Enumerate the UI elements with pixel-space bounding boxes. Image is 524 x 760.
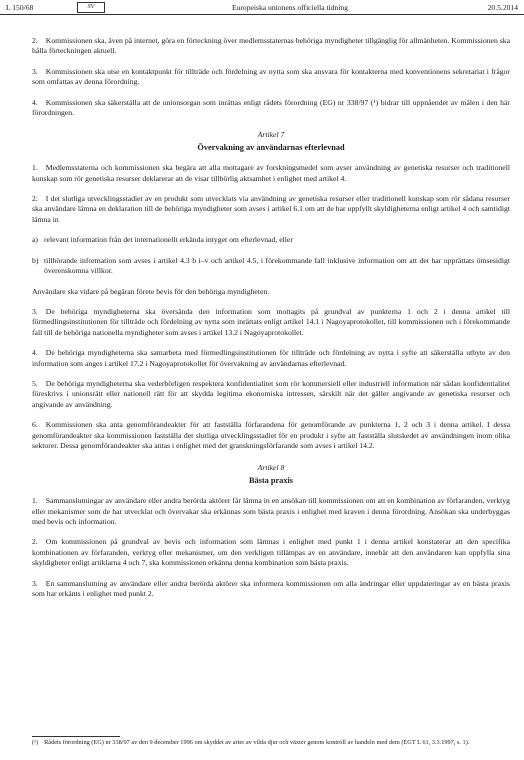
paragraph-number: 2. <box>32 36 38 45</box>
paragraph-text: Kommissionen ska, även på internet, göra en förteckning över medlemsstaternas behöriga myndigheter tillgänglig för allmänheten. Kommissionen ska hålla förteckningen aktuell. <box>32 36 510 56</box>
document-body <box>32 36 510 607</box>
publication-date: 20.5.2014 <box>487 3 518 12</box>
footnote-rule <box>32 736 120 737</box>
paragraph-number: 2. <box>32 194 38 204</box>
list-item-text: relevant information från det internationellt erkända intyget om efterlevnad, eller <box>44 235 293 245</box>
paragraph <box>32 36 510 57</box>
article-7-title: Artikel 7 <box>257 130 285 140</box>
paragraph-text: De behöriga myndigheterna ska samarbeta med förmedlingsinstitutionen för tillträde och fördelning av nytta i syfte att säkerställa utbyte av den information som anges i artikel 17.2 i Nagoyaprotokollet för övervakning av användarnas efterlevnad. <box>32 348 510 368</box>
paragraph-text: Kommissionen ska utse en kontaktpunkt för tillträde och fördelning av nytta som ska ansvara för kontakterna med konventionens sekretariat i frågor som omfattas av denna förordning. <box>32 66 510 87</box>
paragraph <box>32 194 510 225</box>
paragraph-number: 5. <box>32 378 38 388</box>
paragraph-text: Kommissionen ska säkerställa att de unionsorgan som inrättas enligt rådets förordning (EG) nr 338/97 (¹) bidrar till uppnåendet av målen i den här förordningen. <box>32 97 510 118</box>
paragraph-text: I det slutliga utvecklingsstadiet av en produkt som utvecklats via användning av genetiska resurser eller traditionell kunskap som rör sådana resurser ska användare lämna en deklaration till de behöriga myndigheter som avses i artikel 6.1 om att de har uppfyllt skyldigheterna enligt artikel 4 och samtidigt lämna in <box>32 194 510 224</box>
paragraph-number: 1. <box>32 163 38 173</box>
paragraph: Användare ska vidare på begäran förete bevis för den behöriga myndigheten. <box>32 286 270 296</box>
list-item <box>32 235 510 245</box>
page-header <box>0 0 524 14</box>
page-reference: L 150/68 <box>6 3 34 12</box>
paragraph-number: 3. <box>32 66 38 76</box>
paragraph-number: 3. <box>32 306 38 316</box>
footnote <box>32 739 510 747</box>
list-item-label: b) <box>32 255 39 265</box>
article-7-heading: Övervakning av användarnas efterlevnad <box>197 142 345 152</box>
paragraph-text: Om kommissionen på grundval av bevis och information som lämnas i enlighet med punkt 1 i denna artikel konstaterar att den specifika kombinationen av förfaranden, verktyg eller mekanismer, om den verkligen tillämpas av en användare, innebär att den användaren kan uppfylla sina skyldigheter enligt artiklarna 4 och 7, ska kommissionen erkänna denna kombination som bästa praxis. <box>32 537 510 568</box>
paragraph <box>32 420 510 451</box>
paragraph-number: 2. <box>32 537 38 547</box>
paragraph <box>32 579 510 600</box>
paragraph <box>32 163 510 184</box>
journal-title: Europeiska unionens officiella tidning <box>231 3 349 12</box>
paragraph-text: De behöriga myndigheterna ska vederbörligen respektera konfidentialitet som rör kommersiell eller industriell information när sådan konfidentialitet föreskrivs i unionsrätt eller nationell rätt för att skydda legitima ekonomiska intressen, särskilt när det gäller angivande av genetiska resurser och angivande av användning. <box>32 378 510 409</box>
paragraph <box>32 67 510 88</box>
paragraph-text: Medlemsstaterna och kommissionen ska begära att alla mottagare av forskningsmedel som avser användning av genetiska resurser och traditionell kunskap som rör genetiska resurser deklarerar att de visar tillbörlig aktsamhet i enlighet med artikel 4. <box>32 163 510 183</box>
paragraph-number: 1. <box>32 496 38 506</box>
article-8-heading: Bästa praxis <box>248 475 294 485</box>
paragraph-number: 4. <box>32 348 38 358</box>
paragraph <box>32 348 510 369</box>
paragraph-text: Kommissionen ska anta genomförandeakter för att fastställa förfarandena för genomförande av punkterna 1, 2 och 3 i denna artikel. I dessa genomförandeakter ska kommissionen fastställa det slutliga utvecklingsstadiet för en produkt i syfte att fastställa slutskedet av användningen inom olika sektorer. Dessa genomförandeakter ska antas i enlighet med det granskningsförfarande som avses i artikel 14.2. <box>32 420 510 450</box>
list-item-label: a) <box>32 235 38 245</box>
paragraph <box>32 537 510 568</box>
footnote-text: Rådets förordning (EG) nr 338/97 av den 9 december 1996 om skyddet av arter av vilda djur och växter genom kontroll av handeln med dem (EGT L 61, 3.3.1997, s. 1). <box>44 739 470 746</box>
footnote-label: (¹) <box>32 739 39 746</box>
list-item-text: tillhörande information som avses i artikel 4.3 b i–v och artikel 4.5, i förekommande fall inklusive information om att det har upprättats ömsesidigt överenskomna villkor. <box>44 255 510 276</box>
header-rule <box>0 14 524 15</box>
paragraph <box>32 496 510 527</box>
article-8-title: Artikel 8 <box>257 463 285 473</box>
list-item <box>32 256 510 277</box>
language-code: SV <box>77 2 105 13</box>
paragraph-number: 3. <box>32 578 38 588</box>
paragraph-text: En sammanslutning av användare eller andra berörda aktörer ska informera kommissionen om alla ändringar eller uppdateringar av en bästa praxis som har erkänts i enlighet med punkt 2. <box>32 578 510 599</box>
paragraph-text: Sammanslutningar av användare eller andra berörda aktörer får lämna in en ansökan till kommissionen om att en kombination av förfaranden, verktyg eller mekanismer som de har utvecklat och övervakar ska erkännas som bästa praxis i enlighet med kraven i denna förordning. Ansökan ska underbyggas med bevis och information. <box>32 496 510 526</box>
paragraph-number: 6. <box>32 420 38 430</box>
paragraph <box>32 98 510 119</box>
paragraph <box>32 307 510 338</box>
paragraph-number: 4. <box>32 97 38 107</box>
paragraph <box>32 379 510 410</box>
paragraph-text: De behöriga myndigheterna ska översända den information som mottagits på grundval av punkterna 1 och 2 i denna artikel till förmedlingsinstitutionen för tillträde och fördelning av nytta som inrättats enligt artikel 14.1 i Nagoyaprotokollet, till kommissionen och i förekommande fall till de behöriga nationella myndigheter som avses i artikel 13.2 i Nagoyaprotokollet. <box>32 306 510 337</box>
